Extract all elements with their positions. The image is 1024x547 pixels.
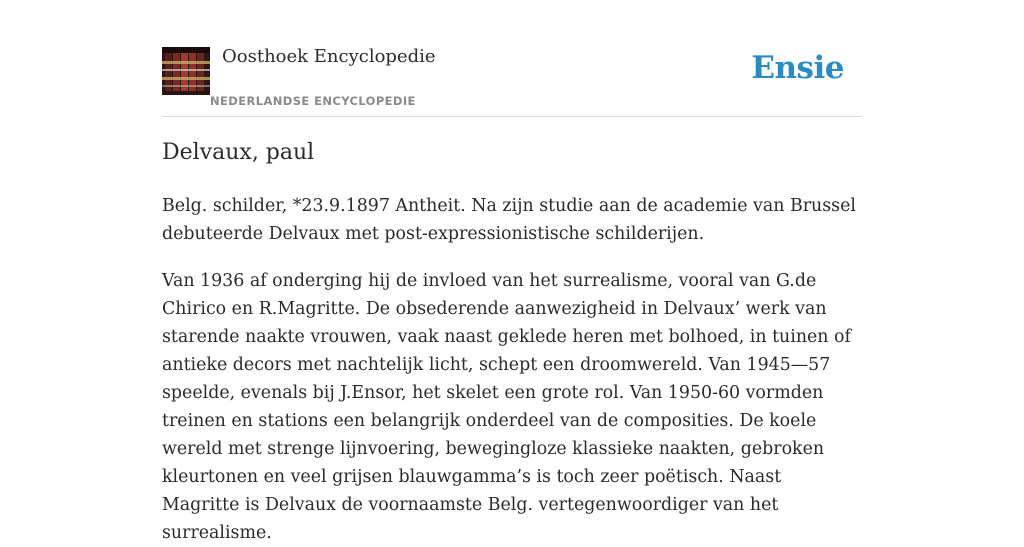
site-header — [162, 0, 862, 117]
article-paragraph: Belg. schilder, *23.9.1897 Antheit. Na zijn studie aan de academie van Brussel debuteerde Delvaux met post-expressionistische schilderijen. — [162, 196, 856, 244]
article-paragraph: Van 1936 af onderging hij de invloed van het surrealisme, vooral van G.de Chirico en R.Magritte. De obsederende aanwezigheid in Delvaux’ werk van starende naakte vrouwen, vaak naast geklede heren met bolhoed, in tuinen of antieke decors met nachtelijk licht, schept een droomwereld. Van 1945—57 speelde, evenals bij J.Ensor, het skelet een grote rol. Van 1950-60 vormden treinen en stations een belangrijk onderdeel van de composities. De koele wereld met strenge lijnvoering, bewegingloze klassieke naakten, gebroken kleurtonen en veel grijsen blauwgamma’s is toch zeer poëtisch. Naast Magritte is Delvaux de voornaamste Belg. vertegenwoordiger van het surrealisme. — [162, 271, 851, 543]
article-title: Delvaux, paul — [162, 140, 315, 165]
content-container — [162, 0, 862, 543]
site-subtitle: NEDERLANDSE ENCYCLOPEDIE — [210, 94, 416, 108]
encyclopedia-books-icon[interactable] — [162, 47, 210, 95]
avatar-image — [162, 47, 210, 95]
ensie-logo-link[interactable]: Ensie — [751, 50, 844, 86]
site-name-link[interactable]: Oosthoek Encyclopedie — [222, 46, 436, 67]
